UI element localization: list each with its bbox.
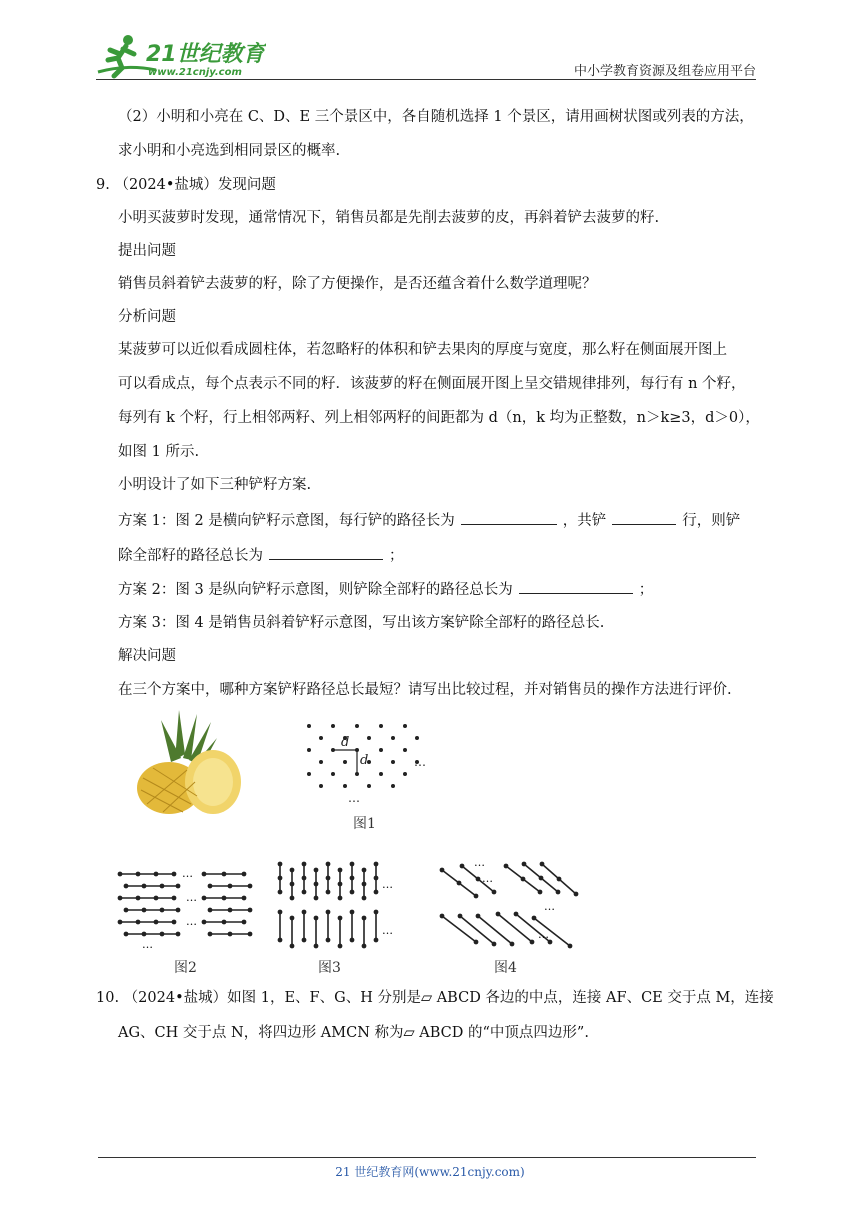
figure-4-caption: 图4	[494, 960, 517, 976]
logo-text: 21世纪教育	[146, 42, 265, 67]
fig2-ellipsis-3: …	[186, 915, 197, 928]
plan1-text-e: ；	[389, 548, 404, 564]
q10-line2: AG、CH 交于点 N，将四边形 AMCN 称为▱ ABCD 的“中顶点四边形”.	[118, 1025, 589, 1041]
q9-p3-line3: 每列有 k 个籽，行上相邻两籽、列上相邻两籽的间距都为 d（n，k 均为正整数，n＞k≥3，d＞0），	[118, 410, 760, 426]
q10-line1	[96, 988, 774, 1008]
plan1-text-c: 行，则铲	[682, 513, 741, 529]
q9-p5: 在三个方案中，哪种方案铲籽路径总长最短？请写出比较过程，并对销售员的操作方法进行评价.	[118, 682, 732, 698]
figure-4-diagonal-plan	[436, 852, 586, 978]
q10-number: 10.	[96, 990, 120, 1006]
q9-plan1-line1	[118, 511, 740, 531]
header-divider	[96, 79, 756, 80]
fig3-ellipsis-2: …	[382, 924, 393, 937]
plan1-path-length-blank[interactable]	[461, 512, 557, 525]
site-logo	[96, 34, 266, 80]
q9-heading	[96, 175, 276, 195]
fig4-ellipsis-1: …	[474, 856, 485, 869]
q9-plan3: 方案 3：图 4 是销售员斜着铲籽示意图，写出该方案铲除全部籽的路径总长.	[118, 615, 605, 631]
q9-heading-propose: 提出问题	[118, 243, 176, 259]
figure-3-caption: 图3	[318, 960, 341, 976]
q9-heading-solve: 解决问题	[118, 648, 176, 664]
q9-source: （2024•盐城）发现问题	[114, 177, 276, 193]
q9-plan1-line2	[118, 546, 404, 566]
q9-p1: 小明买菠萝时发现，通常情况下，销售员都是先削去菠萝的皮，再斜着铲去菠萝的籽.	[118, 210, 660, 226]
figure-1-caption: 图1	[353, 816, 376, 832]
q9-p2: 销售员斜着铲去菠萝的籽，除了方便操作，是否还蕴含着什么数学道理呢？	[118, 276, 597, 292]
figure-2-horizontal-plan	[116, 860, 256, 978]
q9-plan2	[118, 580, 653, 600]
figure-1-dot-lattice	[296, 712, 446, 836]
plan1-text-b: ，共铲	[562, 513, 607, 529]
fig1-d-vertical: d	[360, 753, 369, 768]
footer-divider	[98, 1157, 756, 1158]
plan2-text-a: 方案 2：图 3 是纵向铲籽示意图，则铲除全部籽的路径总长为	[118, 582, 513, 598]
figure-3-vertical-plan	[272, 852, 408, 978]
fig4-ellipsis-4: …	[538, 928, 549, 941]
q10-text-1: （2024•盐城）如图 1，E、F、G、H 分别是▱ ABCD 各边的中点，连接 AF、CE 交于点 M，连接	[123, 990, 774, 1006]
footer-site-link[interactable]: 21 世纪教育网(www.21cnjy.com)	[335, 1165, 525, 1179]
q9-p4: 小明设计了如下三种铲籽方案.	[118, 477, 312, 493]
header-platform-name: 中小学教育资源及组卷应用平台	[573, 64, 756, 79]
plan1-total-length-blank[interactable]	[269, 547, 383, 560]
q9-p3-line2: 可以看成点，每个点表示不同的籽．该菠萝的籽在侧面展开图上呈交错规律排列，每行有 n 个籽，	[118, 376, 746, 392]
fig1-d-horizontal: d	[341, 735, 350, 750]
q9-p3-line4: 如图 1 所示.	[118, 444, 200, 460]
fig2-ellipsis-2: …	[186, 891, 197, 904]
logo-url: www.21cnjy.com	[148, 67, 242, 78]
fig1-ellipsis-bottom: …	[348, 791, 360, 805]
fig1-ellipsis-right: …	[414, 755, 426, 769]
fig4-ellipsis-3: …	[544, 900, 555, 913]
q9-number: 9.	[96, 177, 110, 193]
plan2-text-b: ；	[638, 582, 654, 598]
fig2-ellipsis-1: …	[182, 867, 193, 880]
q8-part2-line1: （2）小明和小亮在 C、D、E 三个景区中，各自随机选择 1 个景区，请用画树状图或列表的方法，	[118, 109, 754, 125]
fig3-ellipsis-1: …	[382, 878, 393, 891]
plan2-total-length-blank[interactable]	[519, 581, 633, 594]
fig4-ellipsis-2: …	[482, 872, 493, 885]
figure-2-caption: 图2	[174, 960, 197, 976]
q9-p3-line1: 某菠萝可以近似看成圆柱体，若忽略籽的体积和铲去果肉的厚度与宽度，那么籽在侧面展开图上	[118, 342, 727, 358]
pineapple-photo	[133, 708, 245, 816]
plan1-row-count-blank[interactable]	[612, 512, 676, 525]
fig2-ellipsis-4: …	[142, 938, 153, 951]
plan1-text-d: 除全部籽的路径总长为	[118, 548, 263, 564]
q8-part2-line2: 求小明和小亮选到相同景区的概率.	[118, 143, 341, 159]
plan1-text-a: 方案 1：图 2 是横向铲籽示意图，每行铲的路径长为	[118, 513, 455, 529]
q9-heading-analyze: 分析问题	[118, 309, 176, 325]
